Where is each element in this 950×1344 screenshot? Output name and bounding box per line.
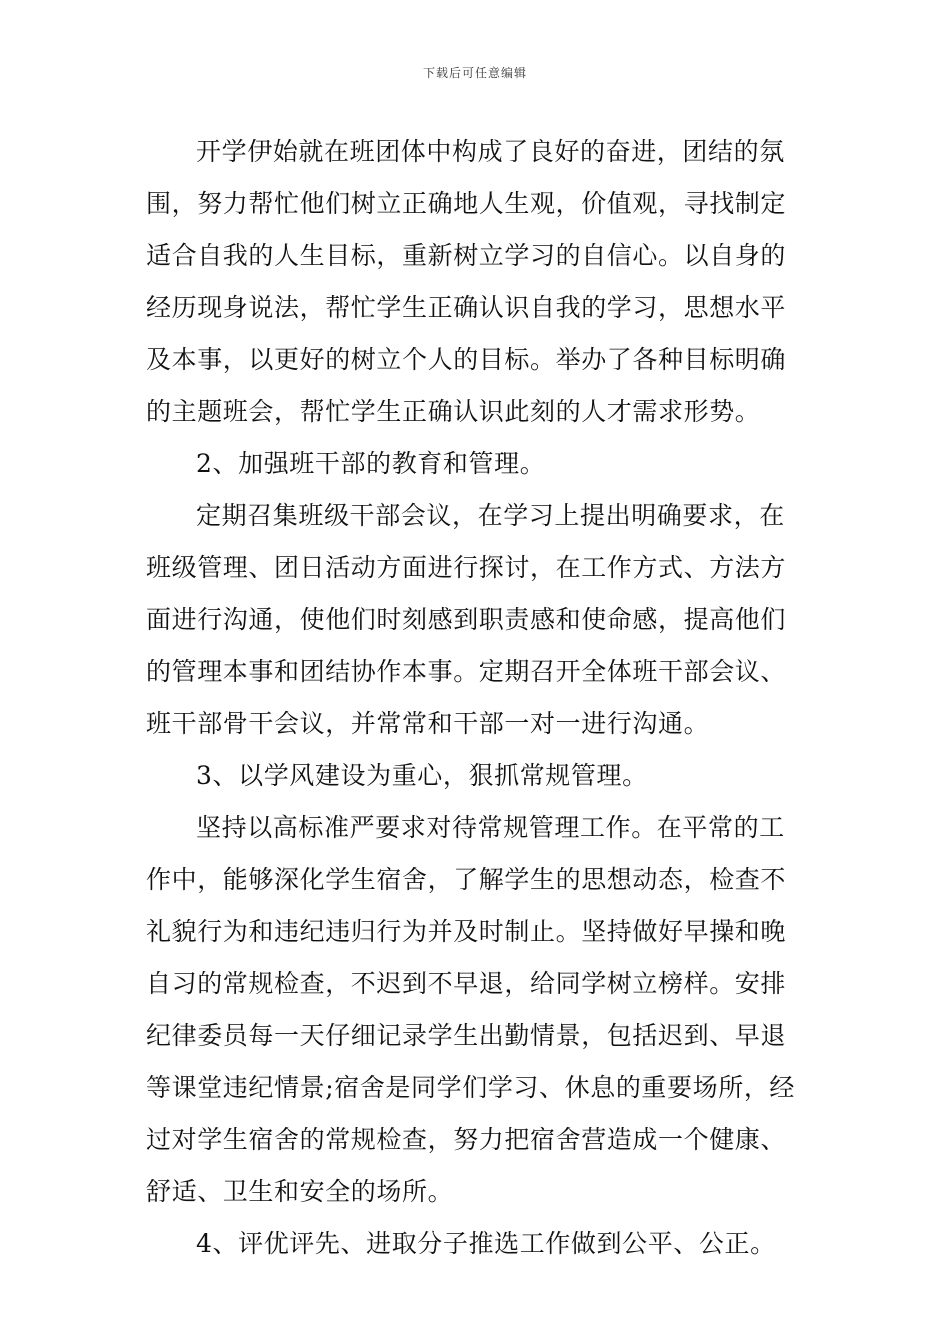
text-line: 坚持以高标准严要求对待常规管理工作。在平常的工 [196,813,785,842]
text-line: 适合自我的人生目标，重新树立学习的自信心。以自身的 [146,241,787,270]
text-line: 过对学生宿舍的常规检查，努力把宿舍营造成一个健康、 [146,1125,787,1154]
text-line: 等课堂违纪情景;宿舍是同学们学习、休息的重要场所，经 [146,1073,796,1102]
text-line: 开学伊始就在班团体中构成了良好的奋进，团结的氛 [196,137,785,166]
text-line: 作中，能够深化学生宿舍，了解学生的思想动态，检查不 [146,865,787,894]
header-note: 下载后可任意编辑 [422,66,527,80]
text-line: 的管理本事和团结协作本事。定期召开全体班干部会议、 [146,657,787,686]
text-line: 班级管理、团日活动方面进行探讨，在工作方式、方法方 [146,553,787,582]
text-line: 及本事，以更好的树立个人的目标。举办了各种目标明确 [146,345,787,374]
text-line: 礼貌行为和违纪违归行为并及时制止。坚持做好早操和晚 [146,917,787,946]
text-line: 围，努力帮忙他们树立正确地人生观，价值观，寻找制定 [146,189,787,218]
text-line: 经历现身说法，帮忙学生正确认识自我的学习，思想水平 [146,293,787,322]
text-line: 班干部骨干会议，并常常和干部一对一进行沟通。 [146,709,710,738]
section-heading: 3、以学风建设为重心，狠抓常规管理。 [196,761,648,790]
text-line: 面进行沟通，使他们时刻感到职责感和使命感，提高他们 [146,605,787,634]
text-line: 自习的常规检查，不迟到不早退，给同学树立榜样。安排 [146,969,787,998]
text-line: 定期召集班级干部会议，在学习上提出明确要求，在 [196,501,785,530]
section-heading: 4、评优评先、进取分子推选工作做到公平、公正。 [196,1229,776,1258]
text-line: 舒适、卫生和安全的场所。 [146,1177,454,1206]
section-heading: 2、加强班干部的教育和管理。 [196,449,546,478]
document-body [146,126,808,1270]
text-line: 纪律委员每一天仔细记录学生出勤情景，包括迟到、早退 [146,1021,787,1050]
text-line: 的主题班会，帮忙学生正确认识此刻的人才需求形势。 [146,397,761,426]
